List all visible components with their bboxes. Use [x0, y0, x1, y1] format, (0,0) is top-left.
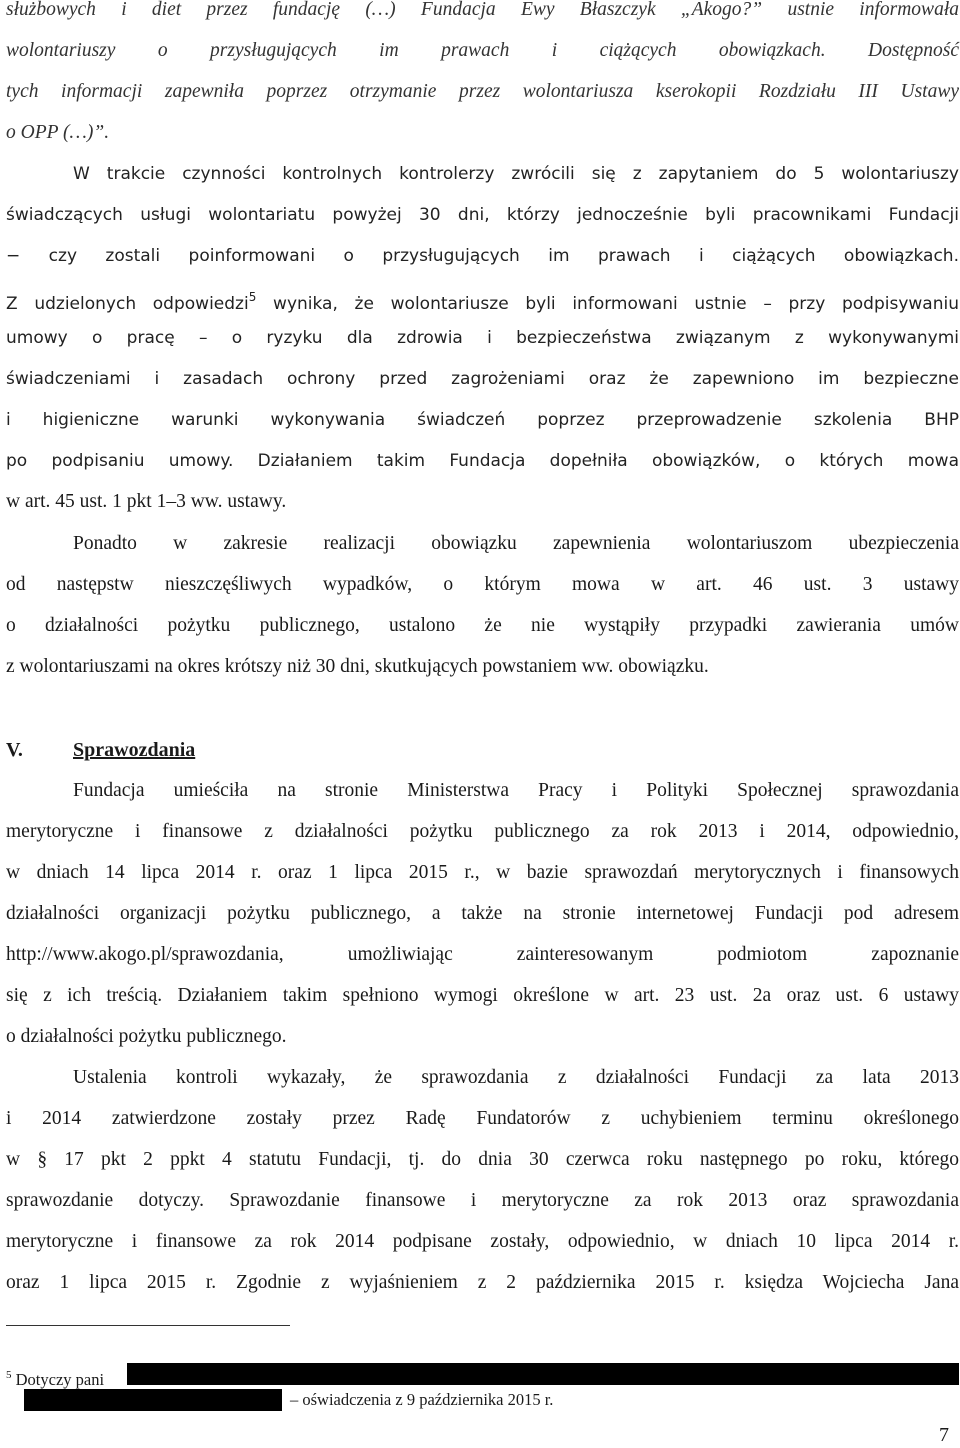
paragraph-5-line-6: się z ich treścią. Działaniem takim spełniono wymogi określone w art. 23 ust. 2a oraz ust. 6 ustawy: [6, 985, 959, 1006]
paragraph-3-line-5: po podpisaniu umowy. Działaniem takim Fundacja dopełniła obowiązków, o których mowa: [6, 451, 959, 471]
paragraph-2-line-1: W trakcie czynności kontrolnych kontrolerzy zwrócili się z zapytaniem do 5 wolontariuszy: [73, 164, 959, 184]
section-heading: [6, 738, 195, 762]
quote-line-1: służbowych i diet przez fundację (…) Fundacja Ewy Błaszczyk „Akogo?” ustnie informowała: [6, 0, 959, 20]
paragraph-2-line-2: świadczących usługi wolontariatu powyżej 30 dni, którzy jednocześnie byli pracownikami Fundacji: [6, 205, 959, 225]
section-number: V.: [6, 739, 23, 761]
paragraph-5-line-3: w dniach 14 lipca 2014 r. oraz 1 lipca 2015 r., w bazie sprawozdań merytorycznych i finansowych: [6, 862, 959, 883]
footnote-line-1: [6, 1365, 104, 1390]
paragraph-6-line-1: Ustalenia kontroli wykazały, że sprawozdania z działalności Fundacji za lata 2013: [73, 1067, 959, 1088]
paragraph-3-text-end: wynika, że wolontariusze byli informowani ustnie – przy podpisywaniu: [256, 294, 959, 314]
paragraph-5-line-5: http://www.akogo.pl/sprawozdania, umożliwiając zainteresowanym podmiotom zapoznanie: [6, 944, 959, 965]
paragraph-5-line-2: merytoryczne i finansowe z działalności pożytku publicznego za rok 2013 i 2014, odpowiednio,: [6, 821, 959, 842]
quote-line-2: wolontariuszy o przysługujących im prawach i ciążących obowiązkach. Dostępność: [6, 40, 959, 61]
paragraph-3-line-2: umowy o pracę – o ryzyku dla zdrowia i bezpieczeństwa związanym z wykonywanymi: [6, 328, 959, 348]
footnote-line-2: – oświadczenia z 9 października 2015 r.: [290, 1390, 554, 1409]
paragraph-4-line-3: o działalności pożytku publicznego, ustalono że nie wystąpiły przypadki zawierania umów: [6, 615, 959, 636]
redaction-bar: [24, 1389, 282, 1411]
paragraph-6-line-2: i 2014 zatwierdzone zostały przez Radę Fundatorów z uchybieniem terminu określonego: [6, 1108, 959, 1129]
section-title: Sprawozdania: [73, 739, 196, 761]
footnote-reference: 5: [248, 290, 257, 304]
quote-line-4: o OPP (…)”.: [6, 122, 110, 143]
footnote-separator: [6, 1325, 290, 1326]
paragraph-5-line-4: działalności organizacji pożytku publicznego, a także na stronie internetowej Fundacji pod adresem: [6, 903, 959, 924]
paragraph-5-line-1: Fundacja umieściła na stronie Ministerstwa Pracy i Polityki Społecznej sprawozdania: [73, 780, 959, 801]
redaction-bar: [127, 1363, 959, 1385]
quote-line-3: tych informacji zapewniła poprzez otrzymanie przez wolontariusza kserokopii Rozdziału III Ustawy: [6, 81, 959, 102]
paragraph-3-line-6: w art. 45 ust. 1 pkt 1–3 ww. ustawy.: [6, 491, 287, 512]
paragraph-6-line-5: merytoryczne i finansowe za rok 2014 podpisane zostały, odpowiednio, w dniach 10 lipca 2014 r.: [6, 1231, 959, 1252]
paragraph-6-line-3: w § 17 pkt 2 ppkt 4 statutu Fundacji, tj. do dnia 30 czerwca roku następnego po roku, którego: [6, 1149, 959, 1170]
paragraph-4-line-4: z wolontariuszami na okres krótszy niż 30 dni, skutkujących powstaniem ww. obowiązku.: [6, 656, 709, 677]
paragraph-3-text-start: Z udzielonych odpowiedzi: [6, 294, 249, 314]
paragraph-5-line-7: o działalności pożytku publicznego.: [6, 1026, 287, 1047]
paragraph-3-line-3: świadczeniami i zasadach ochrony przed zagrożeniami oraz że zapewniono im bezpieczne: [6, 369, 959, 389]
page-number: 7: [939, 1424, 949, 1446]
footnote-number: 5: [6, 1369, 12, 1381]
paragraph-6-line-6: oraz 1 lipca 2015 r. Zgodnie z wyjaśnieniem z 2 października 2015 r. księdza Wojciecha Jana: [6, 1272, 959, 1293]
paragraph-3-line-4: i higieniczne warunki wykonywania świadczeń poprzez przeprowadzenie szkolenia BHP: [6, 410, 959, 430]
paragraph-6-line-4: sprawozdanie dotyczy. Sprawozdanie finansowe i merytoryczne za rok 2013 oraz sprawozdania: [6, 1190, 959, 1211]
paragraph-2-line-3: − czy zostali poinformowani o przysługujących im prawach i ciążących obowiązkach.: [6, 246, 959, 266]
paragraph-4-line-1: Ponadto w zakresie realizacji obowiązku zapewnienia wolontariuszom ubezpieczenia: [73, 533, 959, 554]
paragraph-4-line-2: od następstw nieszczęśliwych wypadków, o którym mowa w art. 46 ust. 3 ustawy: [6, 574, 959, 595]
paragraph-3-line-1: [6, 285, 959, 316]
footnote-text-start: Dotyczy pani: [15, 1370, 105, 1389]
